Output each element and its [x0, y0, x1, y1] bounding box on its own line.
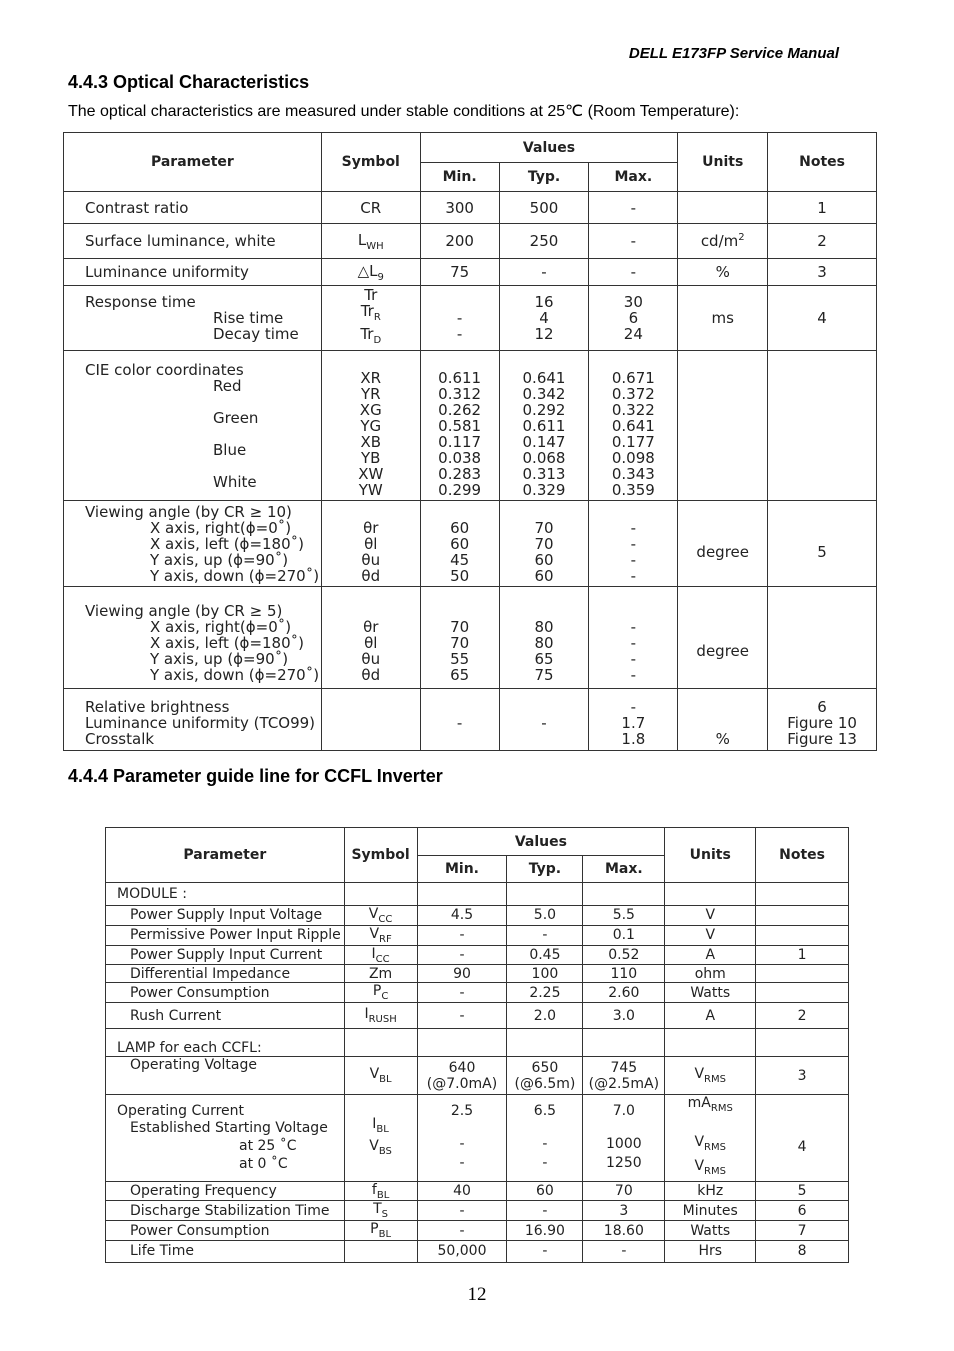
notes-cell: 1 — [768, 192, 877, 224]
max-cell: - 1.7 1.8 — [589, 689, 678, 751]
max-cell: 3.0 — [583, 1003, 665, 1029]
symbol-cell: CR — [321, 192, 420, 224]
symbol-cell: Zm — [344, 965, 417, 983]
min-cell: - — [417, 1221, 507, 1241]
param-cell: Operating Frequency — [130, 1182, 277, 1199]
units-cell — [678, 351, 768, 501]
typ-cell: 0.641 0.342 0.292 0.611 0.147 0.068 0.313 0.329 — [499, 351, 589, 501]
notes-cell — [756, 925, 849, 945]
header-max: Max. — [589, 163, 678, 192]
units-cell: kHz — [665, 1181, 756, 1201]
typ-cell: 16 4 12 — [499, 286, 589, 351]
table-row — [64, 587, 877, 689]
notes-cell: 3 — [768, 259, 877, 286]
table-row — [106, 945, 849, 965]
typ-cell: - — [507, 925, 583, 945]
header-units: Units — [678, 133, 768, 192]
min-cell: 300 — [420, 192, 499, 224]
table-row — [64, 501, 877, 587]
typ-cell: - — [499, 259, 589, 286]
symbol-cell — [321, 689, 420, 751]
symbol-cell: $\triangle L_9$ — [321, 259, 420, 286]
table-row — [106, 1003, 849, 1029]
param-response: Response time Rise time Decay time — [64, 286, 322, 351]
param-cie: CIE color coordinates Red Green Blue White — [64, 351, 322, 501]
typ-cell: 650 (@6.5m) — [507, 1057, 583, 1095]
min-cell: - — [417, 925, 507, 945]
units-cell: $mA_{RMS}$ $V_{RMS}$ $V_{RMS}$ — [665, 1095, 756, 1181]
table-row — [106, 906, 849, 926]
symbol-cell: $T_S$ — [344, 1201, 417, 1221]
notes-cell — [756, 983, 849, 1003]
min-cell: - — [417, 945, 507, 965]
table-row — [64, 351, 877, 501]
min-cell: - — [417, 1201, 507, 1221]
units-cell: A — [665, 945, 756, 965]
header-symbol: Symbol — [321, 133, 420, 192]
param-misc: Relative brightness Luminance uniformity (TCO99) Crosstalk — [64, 689, 322, 751]
symbol-cell: $P_C$ — [344, 983, 417, 1003]
symbol-cell: θr θl θu θd — [321, 501, 420, 587]
symbol-cell: $P_{BL}$ — [344, 1221, 417, 1241]
max-cell: 0.671 0.372 0.322 0.641 0.177 0.098 0.343 0.359 — [589, 351, 678, 501]
max-cell: 0.52 — [583, 945, 665, 965]
table-row — [106, 983, 849, 1003]
symbol-cell: XR YR XG YG XB YB XW YW — [321, 351, 420, 501]
typ-cell: 500 — [499, 192, 589, 224]
typ-cell: - — [499, 689, 589, 751]
notes-cell: 6 — [756, 1201, 849, 1221]
typ-cell: 250 — [499, 224, 589, 259]
max-cell: 110 — [583, 965, 665, 983]
notes-cell — [756, 906, 849, 926]
notes-cell: 4 — [768, 286, 877, 351]
notes-cell: 5 — [756, 1181, 849, 1201]
param-cell: Permissive Power Input Ripple — [130, 927, 341, 944]
table-row — [106, 1095, 849, 1181]
symbol-cell: $L_{WH}$ — [321, 224, 420, 259]
typ-cell: 100 — [507, 965, 583, 983]
optical-characteristics-table — [63, 132, 877, 751]
header-typ: Typ. — [499, 163, 589, 192]
min-cell: 75 — [420, 259, 499, 286]
param-cell: Power Consumption — [130, 1222, 270, 1239]
min-cell: - — [417, 983, 507, 1003]
table-row — [64, 689, 877, 751]
notes-cell: 4 — [756, 1095, 849, 1181]
units-cell: $cd/m^2$ — [678, 224, 768, 259]
max-cell: 745 (@2.5mA) — [583, 1057, 665, 1095]
table-row — [106, 1240, 849, 1262]
units-cell: $V_{RMS}$ — [665, 1057, 756, 1095]
table-row — [64, 224, 877, 259]
typ-cell: 2.0 — [507, 1003, 583, 1029]
table-row — [106, 925, 849, 945]
param-view10: Viewing angle (by CR ≥ 10) X axis, right(ϕ=0˚) X axis, left (ϕ=180˚) Y axis, up (ϕ=90˚) Y axis, down (ϕ=270˚) — [64, 501, 322, 587]
max-cell: 18.60 — [583, 1221, 665, 1241]
table-row — [106, 1029, 849, 1057]
notes-cell — [756, 965, 849, 983]
ccfl-inverter-table — [105, 827, 849, 1263]
module-label: MODULE : — [106, 883, 345, 906]
units-cell: V — [665, 925, 756, 945]
notes-cell: 2 — [756, 1003, 849, 1029]
param-cell: Operating Voltage — [130, 1057, 257, 1074]
symbol-cell — [344, 1240, 417, 1262]
min-cell: 60 60 45 50 — [420, 501, 499, 587]
param-uniformity: Luminance uniformity — [64, 259, 322, 286]
typ-cell: 80 80 65 75 — [499, 587, 589, 689]
notes-cell — [768, 587, 877, 689]
max-cell: - - - - — [589, 587, 678, 689]
header-notes: Notes — [768, 133, 877, 192]
header-values: Values — [417, 828, 665, 856]
units-cell: Hrs — [665, 1240, 756, 1262]
table-row — [106, 1181, 849, 1201]
symbol-cell: $f_{BL}$ — [344, 1181, 417, 1201]
typ-cell: 16.90 — [507, 1221, 583, 1241]
header-symbol: Symbol — [344, 828, 417, 883]
symbol-cell: $V_{BL}$ — [344, 1057, 417, 1095]
symbol-cell: $V_{CC}$ — [344, 906, 417, 926]
symbol-cell: θr θl θu θd — [321, 587, 420, 689]
param-cell: Power Consumption — [130, 984, 270, 1001]
max-cell: 7.0 1000 1250 — [583, 1095, 665, 1181]
page-number: 12 — [467, 1284, 487, 1305]
max-cell: - — [589, 192, 678, 224]
typ-cell: 5.0 — [507, 906, 583, 926]
notes-cell: 1 — [756, 945, 849, 965]
table-row — [106, 883, 849, 906]
table-row — [106, 1221, 849, 1241]
table-row — [64, 259, 877, 286]
min-cell: - — [420, 689, 499, 751]
section-intro: The optical characteristics are measured under stable conditions at 25℃ (Room Temperature): — [68, 103, 740, 120]
max-cell: 0.1 — [583, 925, 665, 945]
max-cell: 3 — [583, 1201, 665, 1221]
notes-cell — [768, 351, 877, 501]
typ-cell: 60 — [507, 1181, 583, 1201]
table-row — [64, 286, 877, 351]
min-cell: 200 — [420, 224, 499, 259]
param-cell: Operating Current Established Starting Voltage at 25 ˚C at 0 ˚C — [106, 1095, 345, 1181]
units-cell: degree — [678, 587, 768, 689]
max-cell: - - - - — [589, 501, 678, 587]
units-cell: ohm — [665, 965, 756, 983]
min-cell: 2.5 - - — [417, 1095, 507, 1181]
header-min: Min. — [420, 163, 499, 192]
header-units: Units — [665, 828, 756, 883]
units-cell: A — [665, 1003, 756, 1029]
section-title-ccfl: 4.4.4 Parameter guide line for CCFL Inverter — [68, 766, 443, 786]
param-cell: Differential Impedance — [130, 965, 291, 982]
header-parameter: Parameter — [106, 828, 345, 883]
min-cell: 70 70 55 65 — [420, 587, 499, 689]
notes-cell: 5 — [768, 501, 877, 587]
min-cell: 90 — [417, 965, 507, 983]
table-row — [106, 965, 849, 983]
units-cell: Watts — [665, 983, 756, 1003]
header-notes: Notes — [756, 828, 849, 883]
header-typ: Typ. — [507, 856, 583, 883]
param-luminance: Surface luminance, white — [64, 224, 322, 259]
symbol-cell: $V_{RF}$ — [344, 925, 417, 945]
typ-cell: - — [507, 1240, 583, 1262]
units-cell: ms — [678, 286, 768, 351]
max-cell: - — [589, 259, 678, 286]
min-cell: 0.611 0.312 0.262 0.581 0.117 0.038 0.283 0.299 — [420, 351, 499, 501]
param-cell: Power Supply Input Current — [130, 946, 323, 963]
min-cell: 50,000 — [417, 1240, 507, 1262]
param-cell: Life Time — [130, 1243, 194, 1260]
typ-cell: 6.5 - - — [507, 1095, 583, 1181]
typ-cell: 2.25 — [507, 983, 583, 1003]
table-row — [106, 1057, 849, 1095]
min-cell: - - — [420, 286, 499, 351]
param-cell: Discharge Stabilization Time — [130, 1202, 330, 1219]
max-cell: 70 — [583, 1181, 665, 1201]
typ-cell: 0.45 — [507, 945, 583, 965]
notes-cell: 6 Figure 10 Figure 13 — [768, 689, 877, 751]
header-values: Values — [420, 133, 678, 163]
typ-cell: - — [507, 1201, 583, 1221]
notes-cell: 3 — [756, 1057, 849, 1095]
typ-cell: 70 70 60 60 — [499, 501, 589, 587]
table-row — [106, 1201, 849, 1221]
lamp-label: LAMP for each CCFL: — [106, 1029, 345, 1057]
param-view5: Viewing angle (by CR ≥ 5) X axis, right(ϕ=0˚) X axis, left (ϕ=180˚) Y axis, up (ϕ=90˚) Y axis, down (ϕ=270˚) — [64, 587, 322, 689]
section-title-optical: 4.4.3 Optical Characteristics — [68, 72, 310, 92]
units-cell: degree — [678, 501, 768, 587]
symbol-cell: $I_{RUSH}$ — [344, 1003, 417, 1029]
max-cell: - — [583, 1240, 665, 1262]
min-cell: 4.5 — [417, 906, 507, 926]
max-cell: 30 6 24 — [589, 286, 678, 351]
min-cell: - — [417, 1003, 507, 1029]
max-cell: 2.60 — [583, 983, 665, 1003]
notes-cell: 8 — [756, 1240, 849, 1262]
symbol-cell: $I_{BL}$ $V_{BS}$ — [344, 1095, 417, 1181]
units-cell: Minutes — [665, 1201, 756, 1221]
param-contrast: Contrast ratio — [64, 192, 322, 224]
symbol-cell: $I_{CC}$ — [344, 945, 417, 965]
units-cell: V — [665, 906, 756, 926]
units-cell: Watts — [665, 1221, 756, 1241]
units-cell: % — [678, 259, 768, 286]
units-cell — [678, 192, 768, 224]
notes-cell: 2 — [768, 224, 877, 259]
param-cell: Power Supply Input Voltage — [130, 907, 323, 924]
param-cell: Rush Current — [130, 1007, 222, 1024]
units-cell: % — [678, 689, 768, 751]
table-row — [64, 192, 877, 224]
notes-cell: 7 — [756, 1221, 849, 1241]
header-max: Max. — [583, 856, 665, 883]
min-cell: 40 — [417, 1181, 507, 1201]
max-cell: - — [589, 224, 678, 259]
manual-header: DELL E173FP Service Manual — [628, 45, 839, 62]
min-cell: 640 (@7.0mA) — [417, 1057, 507, 1095]
symbol-cell: Tr $Tr_R$ $Tr_D$ — [321, 286, 420, 351]
header-min: Min. — [417, 856, 507, 883]
max-cell: 5.5 — [583, 906, 665, 926]
header-parameter: Parameter — [64, 133, 322, 192]
